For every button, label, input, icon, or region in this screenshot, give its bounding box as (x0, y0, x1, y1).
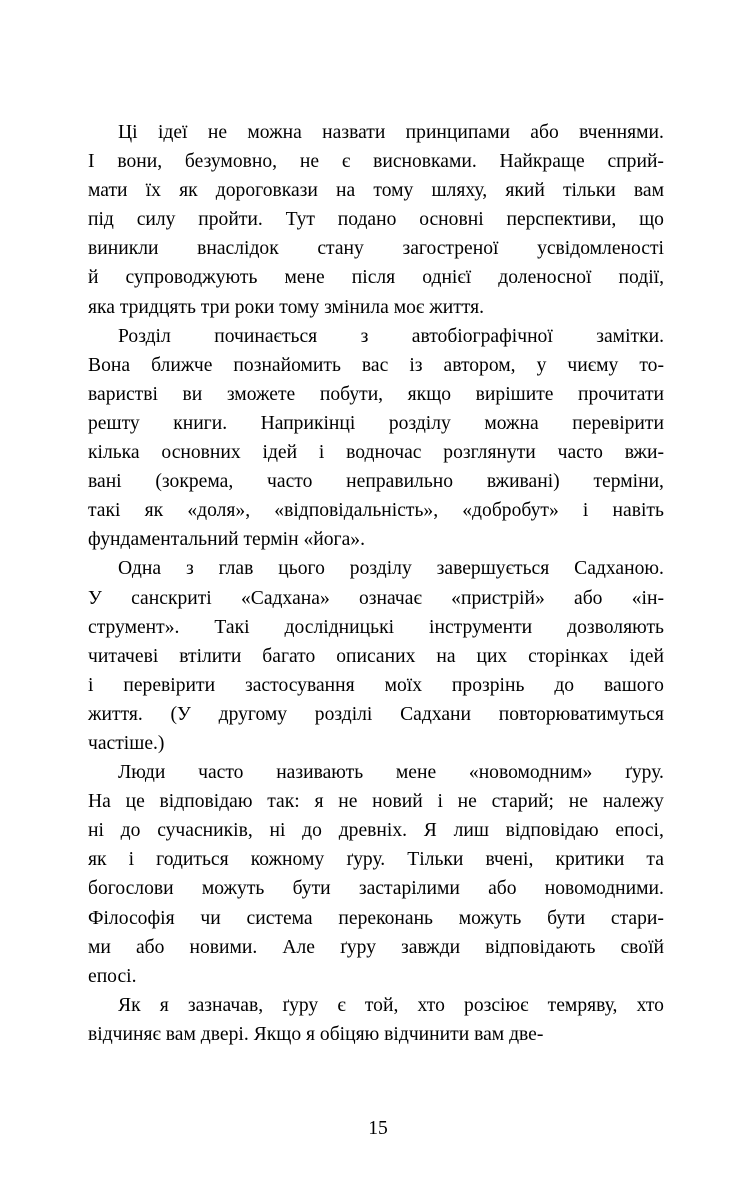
word: і (318, 442, 325, 464)
word: розділі (314, 703, 373, 725)
word: епосі, (615, 820, 664, 842)
word: цих (476, 645, 508, 667)
word: і (128, 849, 135, 871)
body-text-column (88, 118, 664, 1049)
word: бути (292, 878, 331, 900)
word: чиєму (567, 354, 619, 376)
text-line (88, 874, 664, 903)
word: ні (269, 820, 286, 842)
word: вчені, (485, 849, 534, 871)
word: прочитати (578, 383, 664, 405)
word: Як (118, 994, 141, 1016)
word: належу (602, 791, 664, 813)
word: це (125, 791, 145, 813)
word: мене (284, 267, 325, 289)
word: до (302, 820, 322, 842)
word: та (646, 849, 664, 871)
word: то- (639, 354, 664, 376)
word: сучасників, (157, 820, 253, 842)
word: з (360, 325, 369, 347)
word: вас (361, 354, 389, 376)
word: Люди (118, 762, 166, 784)
text-line (88, 642, 664, 671)
word: Вона (88, 354, 131, 376)
word: ґуру (339, 936, 376, 958)
word: так: (267, 791, 300, 813)
word: або (530, 122, 559, 143)
word: внаслідок (197, 238, 279, 260)
word: або (135, 936, 165, 958)
word: Наприкінці (260, 412, 356, 434)
word: такі (88, 500, 121, 522)
word: дороговкази (215, 180, 318, 202)
word: розділу (388, 412, 451, 434)
word: стари- (610, 907, 664, 929)
text-line: епосі. (88, 965, 137, 987)
word: зазначав, (187, 994, 264, 1016)
word: ближче (151, 354, 213, 376)
word: автором, (443, 354, 516, 376)
word: Такі (214, 616, 250, 638)
word: до (554, 674, 575, 696)
word: мати (88, 180, 128, 202)
word: або (488, 878, 517, 900)
word: зможете (226, 383, 296, 405)
word: доленосної (498, 267, 592, 289)
word: тільки (562, 180, 616, 202)
word: вченнями. (579, 122, 664, 143)
word: новий (372, 791, 423, 813)
word: після (351, 267, 396, 289)
text-line (88, 991, 664, 1020)
word: кілька (88, 442, 140, 464)
word: хто (417, 994, 445, 1016)
word: можна (484, 412, 539, 434)
word: часто (557, 442, 603, 464)
word: Садхани (400, 703, 472, 725)
word: можна (247, 122, 302, 143)
word: книги. (173, 412, 228, 434)
text-line (88, 438, 664, 467)
word: Ці (118, 122, 138, 143)
word: «відповідальність», (274, 500, 439, 522)
word: санскриті (131, 587, 212, 609)
word: застарілими (358, 878, 460, 900)
word: основних (161, 442, 241, 464)
word: ідеї (157, 122, 188, 143)
word: Я (423, 820, 437, 842)
word: перевірити (572, 412, 664, 434)
word: як (88, 849, 107, 871)
word: завершується (436, 558, 550, 580)
word: супроводжують (125, 267, 258, 289)
word: я (314, 791, 324, 813)
word: замітки. (596, 325, 664, 347)
word: під (88, 209, 114, 231)
word: вони, (117, 151, 163, 173)
paragraph (88, 758, 664, 991)
word: ви (182, 383, 203, 405)
word: висновками. (373, 151, 477, 173)
text-line (88, 584, 664, 613)
word: Одна (118, 558, 162, 580)
word: сприй- (607, 151, 664, 173)
word: як (179, 180, 198, 202)
word: відповідають (485, 936, 596, 958)
word: ґуру (282, 994, 319, 1016)
word: є (341, 151, 351, 173)
word: на (336, 180, 356, 202)
word: завжди (401, 936, 461, 958)
text-line (88, 787, 664, 816)
word: вживані) (486, 471, 560, 493)
word: безумовно, (184, 151, 278, 173)
word: повторюватимуться (498, 703, 664, 725)
word: мене (395, 762, 437, 784)
text-line (88, 671, 664, 700)
word: той, (364, 994, 399, 1016)
word: цього (278, 558, 325, 580)
word: застосування (245, 674, 355, 696)
text-line (88, 496, 664, 525)
word: другому (218, 703, 288, 725)
word: є (337, 994, 346, 1016)
word: починається (214, 325, 318, 347)
word: який (505, 180, 545, 202)
word: богослови (88, 878, 174, 900)
word: читачеві (88, 645, 159, 667)
word: на (436, 645, 456, 667)
text-line (88, 147, 664, 176)
word: не (568, 791, 588, 813)
word: розділу (349, 558, 412, 580)
word: їх (145, 180, 161, 202)
word: перспективи, (506, 209, 617, 231)
word: силу (136, 209, 176, 231)
word: моїх (384, 674, 422, 696)
text-line (88, 758, 664, 787)
text-line (88, 904, 664, 933)
word: у (536, 354, 547, 376)
word: називають (276, 762, 364, 784)
word: ідей (262, 442, 298, 464)
word: принципами (405, 122, 510, 143)
word: терміни, (593, 471, 664, 493)
word: до (120, 820, 141, 842)
word: «добробут» (462, 500, 559, 522)
word: з (185, 558, 194, 580)
word: тому (373, 180, 414, 202)
word: критики (555, 849, 625, 871)
word: ідей (629, 645, 664, 667)
word: пройти. (198, 209, 263, 231)
word: і (437, 791, 443, 813)
text-line (88, 409, 664, 438)
text-line: фундаментальний термін «йога». (88, 529, 365, 551)
word: хто (636, 994, 664, 1016)
text-line (88, 380, 664, 409)
word: події, (618, 267, 664, 289)
word: вирішите (475, 383, 554, 405)
word: однієї (422, 267, 472, 289)
word: основні (419, 209, 484, 231)
word: ґуру. (346, 849, 386, 871)
word: втілити (179, 645, 242, 667)
word: часто (198, 762, 244, 784)
text-line (88, 322, 664, 351)
word: кожному (250, 849, 325, 871)
text-line (88, 933, 664, 962)
word: автобіографічної (411, 325, 553, 347)
text-line (88, 816, 664, 845)
word: багато (262, 645, 316, 667)
word: Філософія (88, 907, 175, 929)
word: шляху, (431, 180, 488, 202)
word: (У (170, 703, 191, 725)
word: не (457, 791, 477, 813)
word: назвати (322, 122, 386, 143)
word: Тільки (407, 849, 464, 871)
word: «пристрій» (451, 587, 545, 609)
word: переконань (338, 907, 433, 929)
word: Садханою. (574, 558, 664, 580)
word: ґуру. (625, 762, 664, 784)
word: і (88, 674, 94, 696)
text-line (88, 700, 664, 729)
page-number: 15 (368, 1118, 388, 1139)
text-line (88, 118, 664, 147)
word: ні (88, 820, 104, 842)
word: темряву, (547, 994, 618, 1016)
text-line (88, 205, 664, 234)
word: система (246, 907, 313, 929)
word: дослідницькі (284, 616, 395, 638)
word: усвідомленості (537, 238, 664, 260)
word: водночас (346, 442, 422, 464)
word: загостреної (402, 238, 499, 260)
text-line (88, 234, 664, 263)
word: неправильно (346, 471, 454, 493)
word: означає (359, 587, 422, 609)
word: сторінках (528, 645, 609, 667)
word: дозволяють (567, 616, 664, 638)
word: «Садхана» (241, 587, 330, 609)
word: можуть (458, 907, 522, 929)
text-line: яка тридцять три роки тому змінила моє життя. (88, 296, 485, 318)
word: інструменти (429, 616, 533, 638)
word: бути (547, 907, 586, 929)
word: що (639, 209, 664, 231)
word: древніх. (338, 820, 408, 842)
word: побути, (319, 383, 384, 405)
word: вашого (604, 674, 664, 696)
word: відповідаю (159, 791, 253, 813)
word: описаних (336, 645, 416, 667)
word: У (88, 587, 102, 609)
paragraph (88, 554, 664, 758)
text-line (88, 613, 664, 642)
word: ми (88, 936, 111, 958)
word: я (159, 994, 169, 1016)
word: якщо (407, 383, 452, 405)
word: розсіює (464, 994, 529, 1016)
word: можуть (201, 878, 265, 900)
word: Тут (285, 209, 315, 231)
word: життя. (88, 703, 143, 725)
word: не (338, 791, 358, 813)
word: старий; (491, 791, 554, 813)
word: не (207, 122, 228, 143)
word: подано (337, 209, 397, 231)
word: вжи- (624, 442, 664, 464)
text-line (88, 554, 664, 583)
word: й (88, 267, 99, 289)
word: вам (633, 180, 664, 202)
word: із (409, 354, 423, 376)
word: лиш (453, 820, 489, 842)
word: «доля», (187, 500, 251, 522)
text-line (88, 467, 664, 496)
word: як (144, 500, 164, 522)
word: Найкраще (499, 151, 585, 173)
word: (зокрема, (155, 471, 234, 493)
word: часто (267, 471, 313, 493)
word: решту (88, 412, 140, 434)
paragraph (88, 991, 664, 1049)
text-line: частіше.) (88, 732, 165, 754)
word: або (574, 587, 603, 609)
word: новими. (189, 936, 258, 958)
word: виникли (88, 238, 159, 260)
word: познайомить (233, 354, 341, 376)
text-line (88, 263, 664, 292)
paragraph (88, 322, 664, 555)
word: вані (88, 471, 122, 493)
word: не (299, 151, 320, 173)
word: чи (200, 907, 221, 929)
word: варистві (88, 383, 158, 405)
word: своїй (620, 936, 664, 958)
word: На (88, 791, 111, 813)
word: розглянути (443, 442, 536, 464)
word: Розділ (118, 325, 171, 347)
word: І (88, 151, 95, 173)
word: глав (218, 558, 254, 580)
text-line (88, 845, 664, 874)
word: навіть (612, 500, 664, 522)
word: годиться (156, 849, 229, 871)
text-line (88, 351, 664, 380)
paragraph (88, 118, 664, 322)
text-line: відчиняє вам двері. Якщо я обіцяю відчинити вам две- (88, 1023, 544, 1045)
word: струмент». (88, 616, 180, 638)
word: «новомодним» (468, 762, 593, 784)
text-line (88, 176, 664, 205)
word: стану (317, 238, 364, 260)
word: і (582, 500, 589, 522)
word: відповідаю (505, 820, 599, 842)
word: «ін- (631, 587, 664, 609)
word: Але (282, 936, 315, 958)
word: новомодними. (544, 878, 664, 900)
word: перевірити (123, 674, 216, 696)
word: прозрінь (451, 674, 525, 696)
